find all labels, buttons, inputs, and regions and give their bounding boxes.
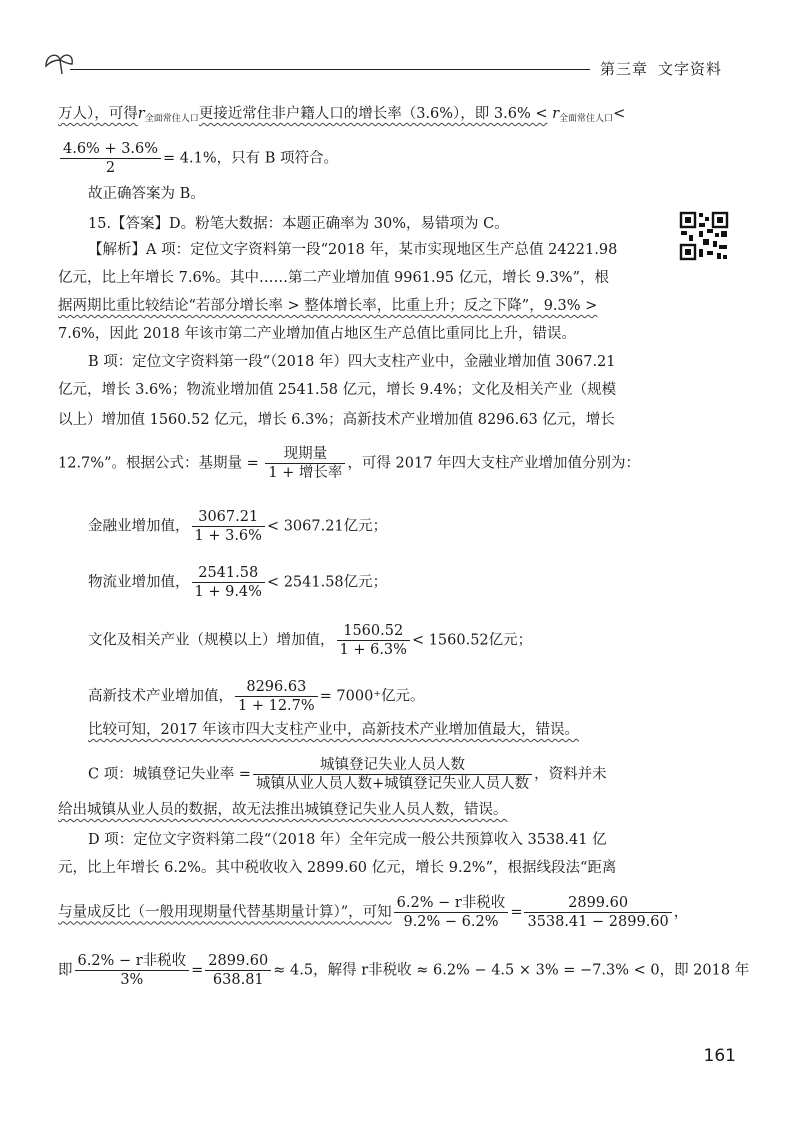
text-fragment: < bbox=[613, 106, 626, 122]
text-line: 据两期比重比较结论“若部分增长率 > 整体增长率，比重上升；反之下降”，9.3% > bbox=[58, 298, 598, 314]
text-line: 即 $\frac{\text{6.2\% − r非税收}}{3\%}$ = $\frac{2899.60}{638.81}$ ≈ 4.5，解得 r非税收 ≈ 6.2% − 4.5 × 3% = −7.3% < 0，即 2018 年 bbox=[58, 953, 750, 988]
text-line bbox=[58, 445, 744, 482]
text-line: 比较可知，2017 年该市四大支柱产业中，高新技术产业增加值最大，错误。 bbox=[88, 722, 580, 738]
fraction: $\frac{2899.60}{638.81}$ bbox=[205, 952, 271, 989]
text-line: D 项：定位文字资料第二段“（2018 年）全年完成一般公共预算收入 3538.41 亿 bbox=[88, 832, 607, 848]
text-line bbox=[58, 140, 744, 177]
text-line: 亿元，比上年增长 7.6%。其中……第二产业增加值 9961.95 亿元，增长 9.3%”，根 bbox=[58, 270, 609, 286]
fraction: $\frac{2541.58}{1 + 9.4\%}$ bbox=[192, 564, 265, 601]
fraction: $\frac{\text{6.2\% − r非税收}}{3\%}$ bbox=[75, 952, 190, 989]
text-fragment: = 4.1%，只有 B 项符合。 bbox=[163, 150, 339, 167]
answer-line: 15.【答案】D。粉笔大数据：本题正确率为 30%，易错项为 C。 bbox=[88, 216, 509, 232]
fraction: $\frac{2899.60}{3538.41 - 2899.60}$ bbox=[524, 894, 671, 931]
text-line: 元，比上年增长 6.2%。其中税收收入 2899.60 亿元，增长 9.2%”，根据线段法“距离 bbox=[58, 860, 617, 876]
page-number: 161 bbox=[703, 1046, 736, 1066]
text-line: 亿元，增长 3.6%；物流业增加值 2541.58 亿元，增长 9.4%；文化及相关产业（规模 bbox=[58, 382, 617, 398]
text-line: 【解析】A 项：定位文字资料第一段“2018 年，某市实现地区生产总值 24221.98 bbox=[88, 242, 618, 258]
chapter-number: 第三章 bbox=[599, 60, 648, 78]
text-line: C 项：城镇登记失业率 = $\frac{\text{城镇登记失业人员人数}}{\text{城镇从业人员人数+城镇登记失业人员人数}}$ ，资料并未 bbox=[88, 757, 607, 792]
header-rule bbox=[70, 69, 590, 70]
formula-line: 金融业增加值， $\frac{3067.21}{1 + 3.6\%}$ < 3067.21亿元； bbox=[88, 509, 388, 544]
fraction: $\frac{8296.63}{1 + 12.7\%}$ bbox=[235, 678, 318, 715]
text-fragment: 万人），可得 bbox=[58, 106, 138, 122]
fraction: $\frac{\text{城镇登记失业人员人数}}{\text{城镇从业人员人数+城镇登记失业人员人数}}$ bbox=[253, 756, 532, 793]
formula-line: 物流业增加值， $\frac{2541.58}{1 + 9.4\%}$ < 2541.58亿元； bbox=[88, 565, 388, 600]
subscript: 全面常住人口 bbox=[559, 114, 614, 124]
fraction: $\frac{1560.52}{1 + 6.3\%}$ bbox=[337, 622, 410, 659]
formula-line: 高新技术产业增加值， $\frac{8296.63}{1 + 12.7\%}$ = 7000⁺亿元。 bbox=[88, 679, 425, 714]
text-fragment: 更接近常住非户籍人口的增长率（3.6%），即 3.6% < bbox=[198, 106, 548, 122]
leaf-logo-icon bbox=[40, 44, 76, 80]
text-fragment: 12.7%”。根据公式：基期量 = bbox=[58, 455, 259, 472]
text-fragment: ，可得 2017 年四大支柱产业增加值分别为： bbox=[347, 455, 641, 472]
text-line: 与量成反比（一般用现期量代替基期量计算）”，可知 $\frac{\text{6.2\% − r非税收}}{9.2\% - 6.2\%}$ = $\frac{2899.60}{3538.41 - 2899.60}$ ， bbox=[58, 895, 689, 930]
text-line: B 项：定位文字资料第一段“（2018 年）四大支柱产业中，金融业增加值 3067.21 bbox=[88, 354, 616, 370]
text-line: 万人），可得$r_{全面常住人口}$更接近常住非户籍人口的增长率（3.6%），即 $3.6\% < r_{全面常住人口}<$ bbox=[58, 106, 626, 124]
subscript: 全面常住人口 bbox=[144, 114, 199, 124]
fraction: $\frac{\text{现期量}}{\text{1 + 增长率}}$ bbox=[265, 445, 345, 482]
text-line: 故正确答案为 B。 bbox=[88, 186, 205, 202]
chapter-header bbox=[590, 58, 722, 79]
text-line: 给出城镇从业人员的数据，故无法推出城镇登记失业人员人数，错误。 bbox=[58, 802, 508, 818]
formula-line: 文化及相关产业（规模以上）增加值， $\frac{1560.52}{1 + 6.3\%}$ < 1560.52亿元； bbox=[88, 623, 533, 658]
text-line: 7.6%，因此 2018 年该市第二产业增加值占地区生产总值比重同比上升，错误。 bbox=[58, 326, 576, 342]
chapter-title: 文字资料 bbox=[657, 60, 722, 78]
fraction: $\frac{4.6\% + 3.6\%}{2}$ bbox=[60, 140, 161, 177]
text-line: 以上）增加值 1560.52 亿元，增长 6.3%；高新技术产业增加值 8296.63 亿元，增长 bbox=[58, 412, 615, 428]
fraction: $\frac{3067.21}{1 + 3.6\%}$ bbox=[192, 508, 265, 545]
fraction: $\frac{\text{6.2\% − r非税收}}{9.2\% - 6.2\%}$ bbox=[394, 894, 509, 931]
